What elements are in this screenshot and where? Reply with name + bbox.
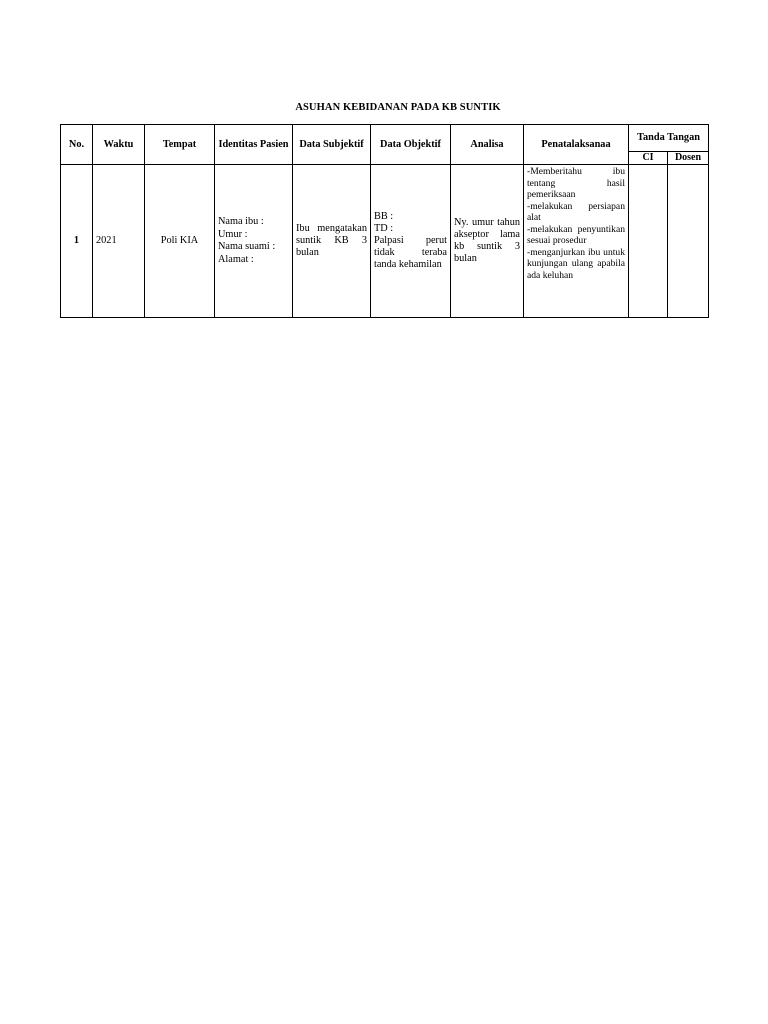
objektif-bb: BB : (374, 211, 394, 222)
penatalaksanaan-item: -melakukan penyuntikan sesuai prosedur (527, 223, 625, 246)
table-row (61, 165, 709, 318)
cell-dosen (668, 165, 709, 318)
header-ci: CI (629, 152, 668, 165)
table-header-row (61, 125, 709, 152)
cell-data-objektif (371, 165, 451, 318)
header-tanda-tangan: Tanda Tangan (629, 125, 709, 152)
cell-no: 1 (61, 165, 93, 318)
cell-penatalaksanaan (524, 165, 629, 318)
header-tempat: Tempat (145, 125, 215, 165)
identitas-nama-suami: Nama suami : (218, 241, 276, 252)
penatalaksanaan-item: -melakukan persiapan alat (527, 200, 625, 223)
header-data-subjektif: Data Subjektif (293, 125, 371, 165)
header-identitas-pasien: Identitas Pasien (215, 125, 293, 165)
objektif-palpasi: Palpasi perut tidak teraba tanda kehamilan (374, 235, 447, 270)
page-title: ASUHAN KEBIDANAN PADA KB SUNTIK (295, 102, 501, 113)
cell-waktu: 2021 (93, 165, 145, 318)
header-penatalaksanaan: Penatalaksanaa (524, 125, 629, 165)
header-data-objektif: Data Objektif (371, 125, 451, 165)
header-no: No. (61, 125, 93, 165)
cell-identitas (215, 165, 293, 318)
cell-analisa: Ny. umur tahun akseptor lama kb suntik 3 bulan (451, 165, 524, 318)
header-analisa: Analisa (451, 125, 524, 165)
cell-ci (629, 165, 668, 318)
identitas-alamat: Alamat : (218, 253, 254, 265)
penatalaksanaan-item: -Memberitahu ibu tentang hasil pemeriksaan (527, 166, 625, 200)
cell-tempat: Poli KIA (145, 165, 215, 318)
identitas-nama-ibu: Nama ibu : (218, 216, 264, 227)
cell-data-subjektif: Ibu mengatakan suntik KB 3 bulan (293, 165, 371, 318)
header-waktu: Waktu (93, 125, 145, 165)
identitas-umur: Umur : (218, 228, 248, 240)
header-dosen: Dosen (668, 152, 709, 165)
penatalaksanaan-item: -menganjurkan ibu untuk kunjungan ulang apabila ada keluhan (527, 246, 625, 281)
objektif-td: TD : (374, 223, 394, 234)
asuhan-table (60, 124, 709, 318)
